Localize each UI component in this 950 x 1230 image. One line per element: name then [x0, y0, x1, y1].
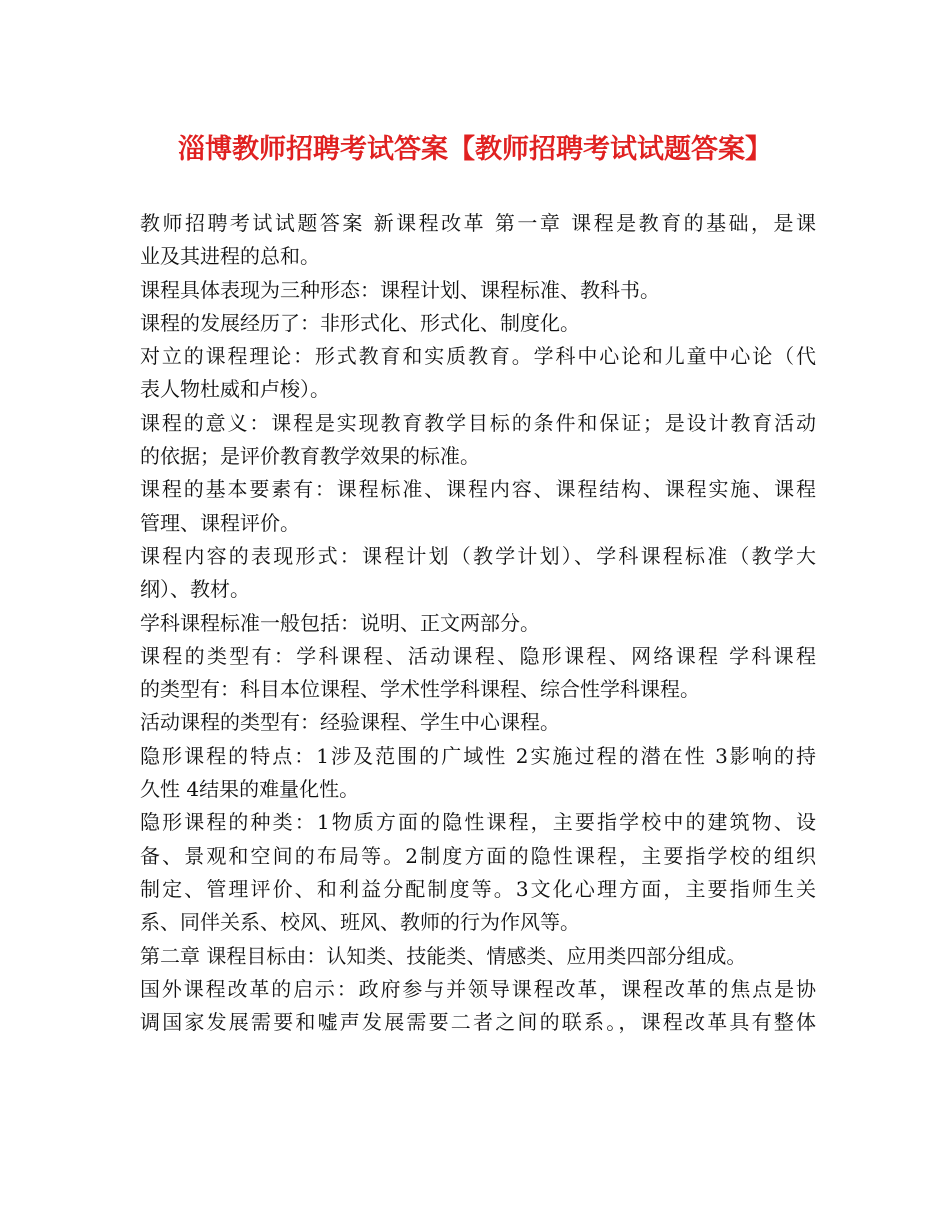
body-text-line: 的类型有：科目本位课程、学术性学科课程、综合性学科课程。	[140, 677, 700, 702]
body-text-line: 课程内容的表现形式：课程计划（教学计划）、学科课程标准（教学大	[140, 543, 816, 568]
body-text-line: 系、同伴关系、校风、班风、教师的行为作风等。	[140, 910, 580, 935]
body-text-line: 第二章 课程目标由：认知类、技能类、情感类、应用类四部分组成。	[140, 943, 747, 968]
document-title: 淄博教师招聘考试答案【教师招聘考试试题答案】	[178, 134, 772, 165]
body-text-line: 的依据；是评价教育教学效果的标准。	[140, 444, 480, 469]
body-text-line: 课程具体表现为三种形态：课程计划、课程标准、教科书。	[140, 277, 660, 302]
body-text-line: 制定、管理评价、和利益分配制度等。3文化心理方面，主要指师生关	[140, 876, 816, 901]
body-text-line: 学科课程标准一般包括：说明、正文两部分。	[140, 610, 540, 635]
document-body	[140, 207, 816, 1039]
body-text-line: 课程的意义：课程是实现教育教学目标的条件和保证；是设计教育活动	[140, 410, 816, 435]
body-text-line: 业及其进程的总和。	[140, 244, 320, 269]
body-text-line: 久性 4结果的难量化性。	[140, 777, 360, 802]
body-text-line: 对立的课程理论：形式教育和实质教育。学科中心论和儿童中心论（代	[140, 344, 816, 369]
body-text-line: 教师招聘考试试题答案 新课程改革 第一章 课程是教育的基础，是课	[140, 211, 816, 235]
body-text-line: 课程的发展经历了：非形式化、形式化、制度化。	[140, 310, 580, 335]
body-text-line: 活动课程的类型有：经验课程、学生中心课程。	[140, 710, 560, 735]
body-text-line: 调国家发展需要和嘘声发展需要二者之间的联系。，课程改革具有整体	[140, 1010, 816, 1035]
body-text-line: 纲）、教材。	[140, 577, 250, 602]
body-text-line: 课程的基本要素有：课程标准、课程内容、课程结构、课程实施、课程	[140, 477, 816, 502]
body-text-line: 隐形课程的种类：1物质方面的隐性课程，主要指学校中的建筑物、设	[140, 810, 816, 835]
body-text-line: 国外课程改革的启示：政府参与并领导课程改革，课程改革的焦点是协	[140, 976, 816, 1001]
body-text-line: 表人物杜威和卢梭）。	[140, 377, 330, 402]
body-text-line: 备、景观和空间的布局等。2制度方面的隐性课程，主要指学校的组织	[140, 843, 816, 868]
body-text-line: 隐形课程的特点：1涉及范围的广域性 2实施过程的潜在性 3影响的持	[140, 743, 816, 768]
body-text-line: 管理、课程评价。	[140, 510, 300, 535]
body-text-line: 课程的类型有：学科课程、活动课程、隐形课程、网络课程 学科课程	[140, 643, 816, 668]
